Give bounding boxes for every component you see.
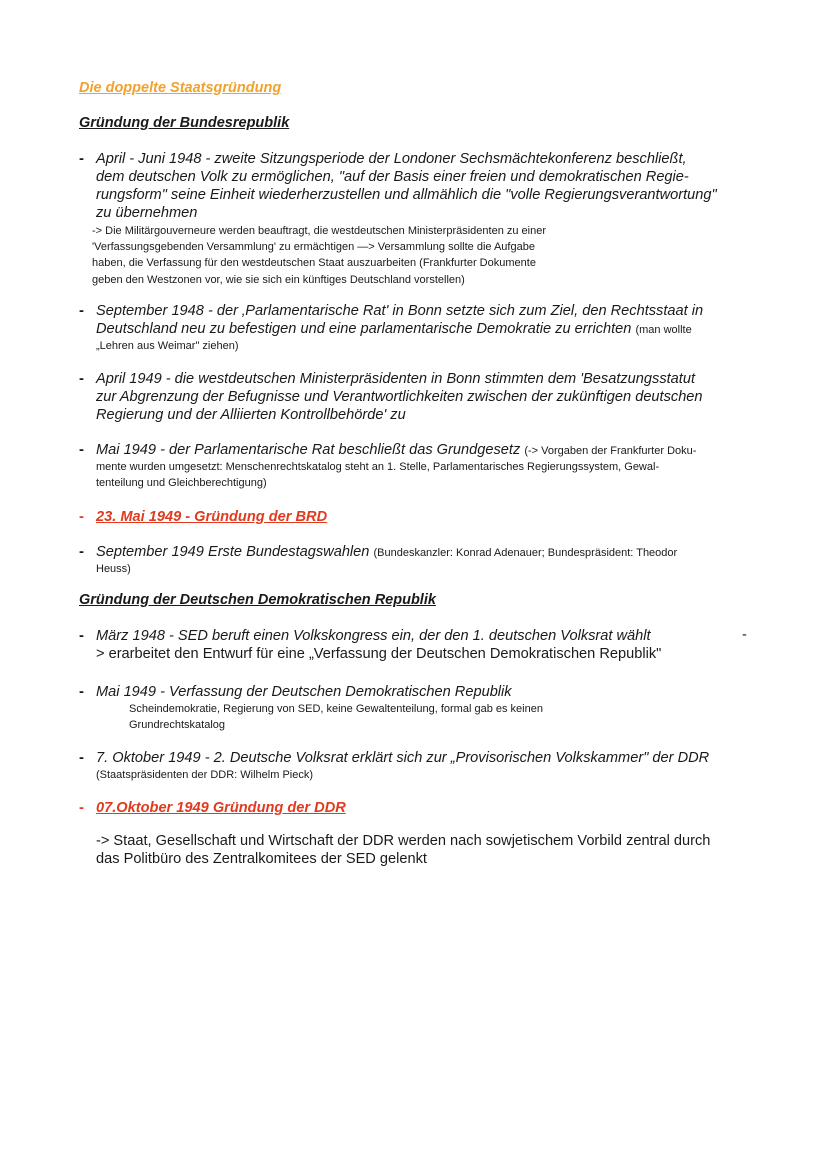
highlight-brd-founding: 23. Mai 1949 - Gründung der BRD <box>96 509 328 525</box>
conclusion-text <box>96 832 756 868</box>
item-line: Mai 1949 - der Parlamentarische Rat beschließt das Grundgesetz <box>96 442 521 458</box>
item-line: dem deutschen Volk zu ermöglichen, "auf der Basis einer freien und demokratischen Regie- <box>96 169 689 185</box>
item-note: (Staatspräsidenten der DDR: Wilhelm Pieck) <box>96 769 314 781</box>
list-item <box>79 543 759 577</box>
item-note: (-> Vorgaben der Frankfurter Doku- <box>524 445 697 457</box>
bullet-dash: - <box>79 799 84 816</box>
item-note: Heuss) <box>96 563 131 575</box>
bullet-dash: - <box>79 683 84 700</box>
item-line: Deutschland neu zu befestigen und eine parlamentarische Demokratie zu errichten <box>96 321 632 337</box>
bullet-dash: - <box>79 627 84 644</box>
item-line: Mai 1949 - Verfassung der Deutschen Demokratischen Republik <box>96 684 512 700</box>
bullet-dash: - <box>79 302 84 319</box>
list-item <box>79 302 759 354</box>
bullet-dash: - <box>79 543 84 560</box>
item-line: April 1949 - die westdeutschen Ministerpräsidenten in Bonn stimmten dem 'Besatzungsstatut <box>96 371 696 387</box>
item-line: Regierung und der Alliierten Kontrollbehörde' zu <box>96 407 406 423</box>
item-note: haben, die Verfassung für den westdeutschen Staat auszuarbeiten (Frankfurter Dokumente <box>92 257 536 270</box>
item-line: September 1949 Erste Bundestagswahlen <box>96 544 370 560</box>
highlight-ddr-founding: 07.Oktober 1949 Gründung der DDR <box>96 800 346 816</box>
list-item <box>79 749 759 783</box>
section-heading-ddr: Gründung der Deutschen Demokratischen Republik <box>79 592 436 608</box>
item-note: (man wollte <box>635 324 692 336</box>
item-note: (Bundeskanzler: Konrad Adenauer; Bundespräsident: Theodor <box>373 547 678 559</box>
item-note: Grundrechtskatalog <box>129 719 225 732</box>
bullet-dash: - <box>79 370 84 387</box>
item-note: „Lehren aus Weimar" ziehen) <box>96 340 239 352</box>
item-line: März 1948 - SED beruft einen Volkskongress ein, der den 1. deutschen Volksrat wählt <box>96 628 651 644</box>
section-heading-brd: Gründung der Bundesrepublik <box>79 115 290 131</box>
item-line: April - Juni 1948 - zweite Sitzungsperiode der Londoner Sechsmächtekonferenz beschließt, <box>96 151 687 167</box>
bullet-dash: - <box>79 441 84 458</box>
item-note: mente wurden umgesetzt: Menschenrechtskatalog steht an 1. Stelle, Parlamentarisches Regierungssystem, Gewal- <box>96 461 660 473</box>
item-note: 'Verfassungsgebenden Versammlung' zu ermächtigen —> Versammlung sollte die Aufgabe <box>92 241 535 254</box>
list-item <box>79 441 759 491</box>
list-item <box>79 627 759 663</box>
item-line: September 1948 - der ‚Parlamentarische Rat' in Bonn setzte sich zum Ziel, den Rechtsstaat in <box>96 303 704 319</box>
list-item-highlight <box>79 799 759 817</box>
conclusion-line: -> Staat, Gesellschaft und Wirtschaft der DDR werden nach sowjetischem Vorbild zentral durch <box>96 833 711 849</box>
bullet-dash: - <box>79 150 84 167</box>
page-title: Die doppelte Staatsgründung <box>79 80 282 96</box>
item-note: Scheindemokratie, Regierung von SED, keine Gewaltenteilung, formal gab es keinen <box>129 703 543 715</box>
list-item <box>79 683 759 733</box>
list-item-highlight <box>79 508 759 526</box>
item-line: 7. Oktober 1949 - 2. Deutsche Volksrat erklärt sich zur „Provisorischen Volkskammer" der DDR <box>96 750 710 766</box>
conclusion-line: das Politbüro des Zentralkomitees der SED gelenkt <box>96 851 427 867</box>
item-note: tenteilung und Gleichberechtigung) <box>96 477 267 489</box>
bullet-dash: - <box>79 508 84 525</box>
list-item <box>79 370 759 424</box>
item-note: -> Die Militärgouverneure werden beauftragt, die westdeutschen Ministerpräsidenten zu einer <box>92 225 546 237</box>
trailing-dash: - <box>742 627 747 643</box>
list-item <box>79 150 759 288</box>
bullet-dash: - <box>79 749 84 766</box>
item-line: rungsform" seine Einheit wiederherzustellen und allmählich die "volle Regierungsverantwortung" <box>96 187 717 203</box>
item-line: zur Abgrenzung der Befugnisse und Verantwortlichkeiten zwischen der zukünftigen deutschen <box>96 389 703 405</box>
item-note: geben den Westzonen vor, wie sie sich ein künftiges Deutschland vorstellen) <box>92 273 465 286</box>
item-line: > erarbeitet den Entwurf für eine „Verfassung der Deutschen Demokratischen Republik" <box>96 646 662 662</box>
item-line: zu übernehmen <box>96 205 198 221</box>
